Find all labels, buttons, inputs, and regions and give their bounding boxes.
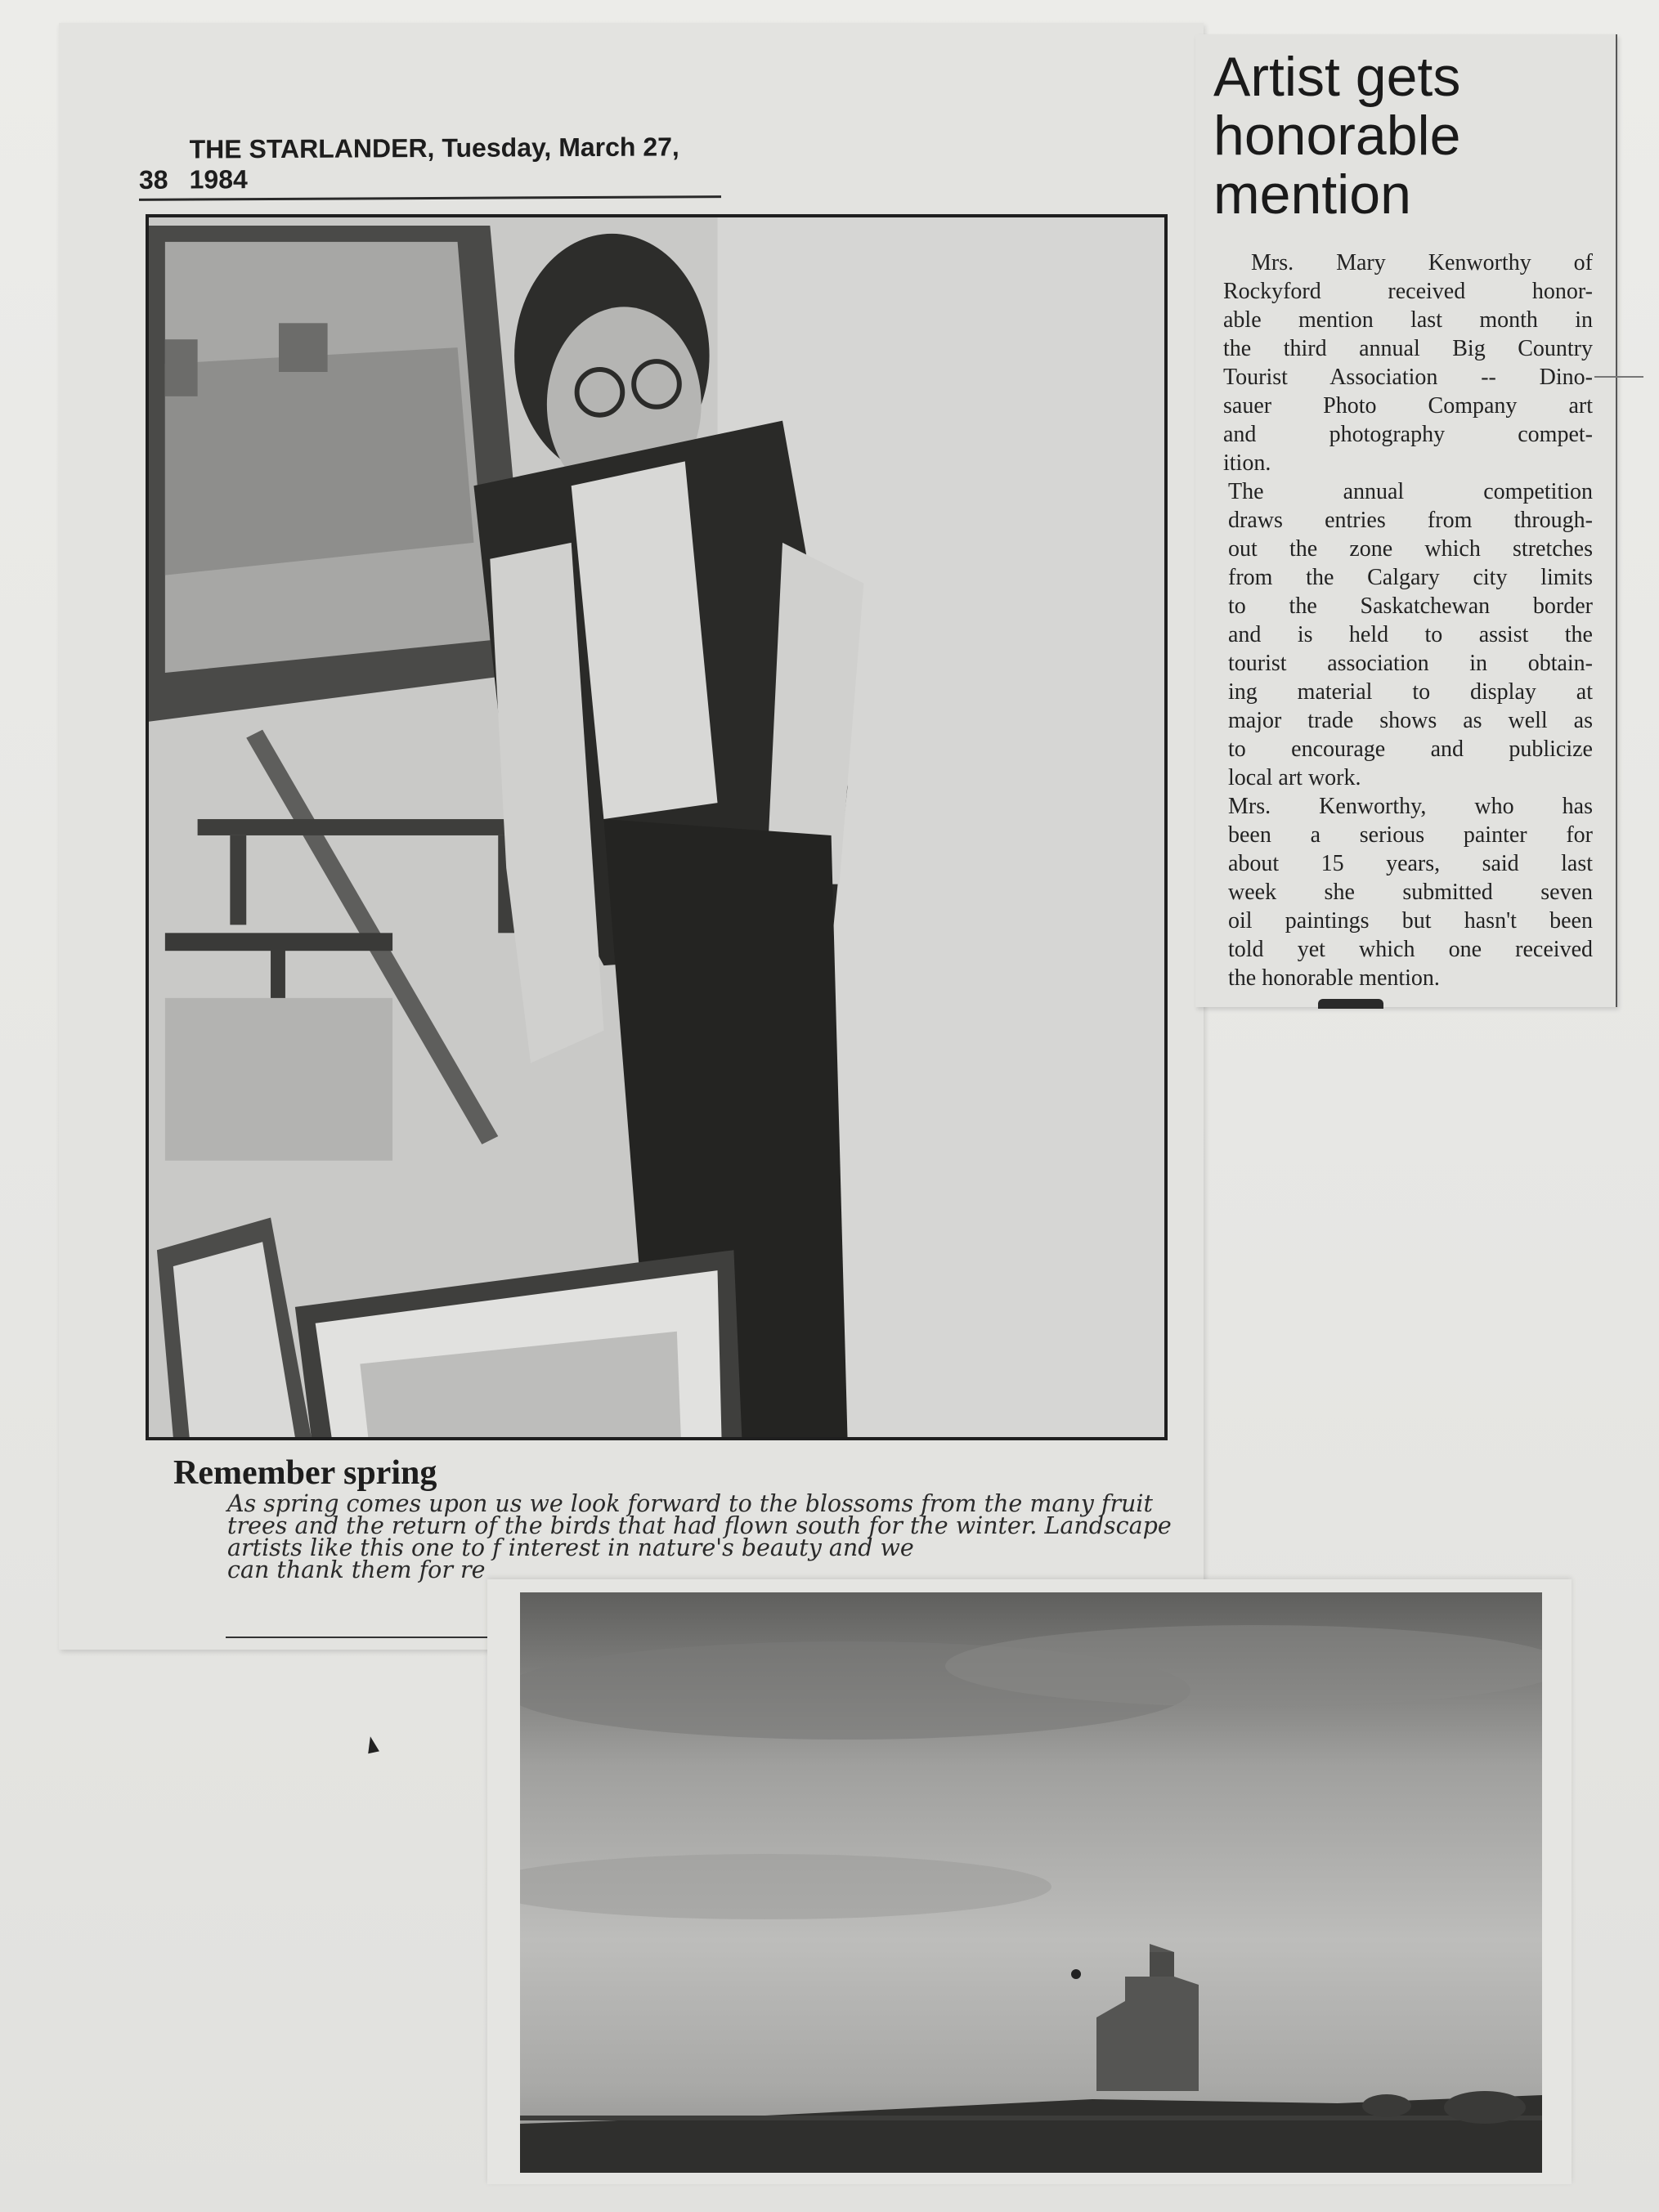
article-line: able mention last month in xyxy=(1223,307,1593,333)
article-headline xyxy=(1213,47,1460,224)
article-line: local art work. xyxy=(1228,765,1361,790)
page-number: 38 xyxy=(139,164,168,195)
cut-off-text-fragment xyxy=(1318,999,1383,1009)
article-body xyxy=(1223,249,1593,992)
article-line: The annual competition xyxy=(1228,479,1593,504)
article-line: Tourist Association -- Dino- xyxy=(1223,365,1593,390)
article-line: told yet which one received xyxy=(1228,937,1593,962)
caption-line: trees and the return of the birds that had flown south for the winter. Landscape xyxy=(227,1512,1172,1539)
caption-heading: Remember spring xyxy=(173,1454,437,1492)
article-line: out the zone which stretches xyxy=(1228,536,1593,562)
article-line: Mrs. Mary Kenworthy of xyxy=(1251,250,1593,275)
article-line: draws entries from through- xyxy=(1228,508,1593,533)
torn-edge xyxy=(1594,376,1643,378)
article-line: the honorable mention. xyxy=(1228,965,1440,991)
article-line: ing material to display at xyxy=(1228,679,1593,705)
article-line: oil paintings but hasn't been xyxy=(1228,908,1593,934)
newspaper-masthead xyxy=(139,132,721,201)
landscape-illustration xyxy=(520,1592,1542,2173)
article-clipping xyxy=(1195,34,1617,1007)
article-line: sauer Photo Company art xyxy=(1223,393,1593,419)
article-line: major trade shows as well as xyxy=(1228,708,1593,733)
article-line: tourist association in obtain- xyxy=(1228,651,1593,676)
publication-line: THE STARLANDER, Tuesday, March 27, 1984 xyxy=(189,132,679,195)
stray-mark-icon xyxy=(365,1735,379,1753)
artist-photo-illustration xyxy=(149,217,1164,1437)
headline-line: Artist gets xyxy=(1213,46,1461,108)
article-line: and photography compet- xyxy=(1223,422,1593,447)
article-line: Mrs. Kenworthy, who has xyxy=(1228,794,1593,819)
article-line: the third annual Big Country xyxy=(1223,336,1593,361)
article-line: about 15 years, said last xyxy=(1228,851,1593,876)
caption-line: As spring comes upon us we look forward to the blossoms from the many fruit xyxy=(227,1490,1153,1517)
article-line: and is held to assist the xyxy=(1228,622,1593,647)
headline-line: honorable xyxy=(1213,105,1461,167)
caption-body xyxy=(227,1490,1188,1583)
article-line: to encourage and publicize xyxy=(1228,737,1593,762)
caption-rule xyxy=(226,1637,495,1638)
article-line: ition. xyxy=(1223,450,1271,476)
article-line: Rockyford received honor- xyxy=(1223,279,1593,304)
article-line: to the Saskatchewan border xyxy=(1228,593,1593,619)
caption-line: artists like this one to f interest in nature's beauty and we xyxy=(227,1534,914,1561)
landscape-clipping xyxy=(487,1579,1572,2184)
article-line: week she submitted seven xyxy=(1228,880,1593,905)
article-line: from the Calgary city limits xyxy=(1228,565,1593,590)
artist-photo xyxy=(146,214,1168,1440)
headline-line: mention xyxy=(1213,163,1411,226)
article-line: been a serious painter for xyxy=(1228,822,1593,848)
landscape-painting-photo xyxy=(520,1592,1542,2173)
caption-line: can thank them for re xyxy=(227,1556,486,1583)
